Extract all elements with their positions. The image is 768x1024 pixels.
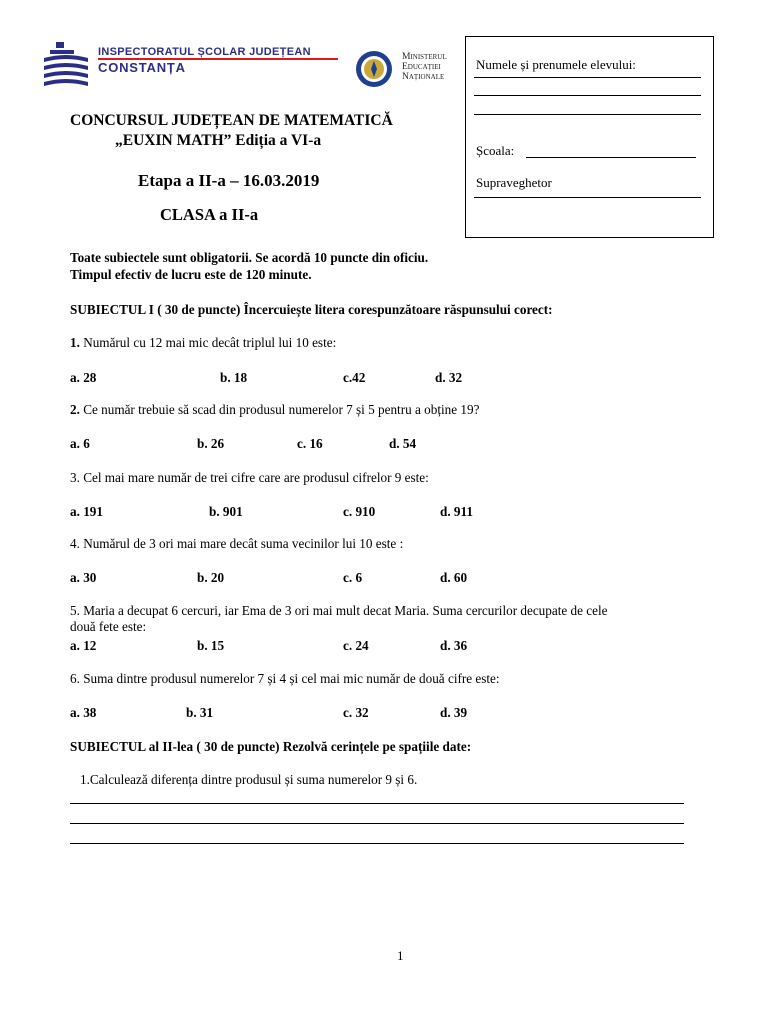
- q4-option-c[interactable]: c. 6: [343, 570, 363, 585]
- q5-option-a[interactable]: a. 12: [70, 638, 97, 653]
- question-5-continued: două fete este:: [70, 619, 147, 634]
- q4-option-a[interactable]: a. 30: [70, 570, 97, 585]
- q3-option-a[interactable]: a. 191: [70, 504, 103, 519]
- supervisor-line[interactable]: [474, 197, 701, 198]
- student-name-label: Numele și prenumele elevului:: [476, 57, 636, 72]
- question-3: 3. Cel mai mare număr de trei cifre care are produsul cifrelor 9 este:: [70, 470, 429, 485]
- question-2-text: Ce număr trebuie să scad din produsul numerelor 7 și 5 pentru a obține 19?: [79, 402, 480, 417]
- question-2: [70, 402, 479, 418]
- question-2-number: 2.: [70, 402, 80, 417]
- answer-line-1[interactable]: [70, 803, 684, 804]
- ministry-line2: Educației: [402, 62, 441, 72]
- subject2-question-1: 1.Calculează diferența dintre produsul și suma numerelor 9 și 6.: [80, 772, 418, 787]
- q3-option-c[interactable]: c. 910: [343, 504, 376, 519]
- q1-option-b[interactable]: b. 18: [220, 370, 248, 385]
- page-number: 1: [397, 948, 404, 963]
- q2-option-a[interactable]: a. 6: [70, 436, 90, 451]
- contest-title: CONCURSUL JUDEȚEAN DE MATEMATICĂ: [70, 112, 393, 129]
- isj-name-line1: INSPECTORATUL ȘCOLAR JUDEȚEAN: [98, 46, 311, 58]
- question-4: 4. Numărul de 3 ori mai mare decât suma vecinilor lui 10 este :: [70, 536, 404, 551]
- q4-option-b[interactable]: b. 20: [197, 570, 225, 585]
- q6-option-d[interactable]: d. 39: [440, 705, 468, 720]
- school-label: Școala:: [476, 143, 515, 158]
- answer-line-3[interactable]: [70, 843, 684, 844]
- q6-option-b[interactable]: b. 31: [186, 705, 214, 720]
- isj-logo: [42, 40, 352, 90]
- subject2-heading: SUBIECTUL al II-lea ( 30 de puncte) Rezolvă cerințele pe spațiile date:: [70, 739, 472, 754]
- student-name-line-1[interactable]: [474, 77, 701, 78]
- student-info-box: [465, 36, 714, 238]
- q2-option-c[interactable]: c. 16: [297, 436, 323, 451]
- ministry-line1: Ministerul: [402, 52, 447, 62]
- isj-emblem-icon: [42, 40, 90, 88]
- question-5: 5. Maria a decupat 6 cercuri, iar Ema de 3 ori mai mult decat Maria. Suma cercurilor decupate de cele: [70, 603, 608, 618]
- q2-option-b[interactable]: b. 26: [197, 436, 225, 451]
- q2-option-d[interactable]: d. 54: [389, 436, 417, 451]
- q1-option-c[interactable]: c.42: [343, 370, 366, 385]
- q5-option-d[interactable]: d. 36: [440, 638, 468, 653]
- school-line[interactable]: [526, 157, 696, 158]
- answer-line-2[interactable]: [70, 823, 684, 824]
- question-1-number: 1.: [70, 335, 80, 350]
- supervisor-label: Supraveghetor: [476, 175, 552, 190]
- ministry-seal-icon: [355, 50, 393, 88]
- subject1-heading: SUBIECTUL I ( 30 de puncte) Încercuiește litera corespunzătoare răspunsului corect:: [70, 302, 553, 317]
- q6-option-a[interactable]: a. 38: [70, 705, 97, 720]
- question-1-text: Numărul cu 12 mai mic decât triplul lui 10 este:: [79, 335, 337, 350]
- q1-option-d[interactable]: d. 32: [435, 370, 463, 385]
- q3-option-b[interactable]: b. 901: [209, 504, 243, 519]
- q4-option-d[interactable]: d. 60: [440, 570, 468, 585]
- student-name-line-3[interactable]: [474, 114, 701, 115]
- q5-option-c[interactable]: c. 24: [343, 638, 369, 653]
- q6-option-c[interactable]: c. 32: [343, 705, 369, 720]
- ministry-name: [402, 52, 447, 82]
- question-6: 6. Suma dintre produsul numerelor 7 și 4 și cel mai mic număr de două cifre este:: [70, 671, 500, 686]
- q5-option-b[interactable]: b. 15: [197, 638, 225, 653]
- grade-title: CLASA a II-a: [160, 205, 259, 224]
- q3-option-d[interactable]: d. 911: [440, 504, 473, 519]
- question-1: [70, 335, 336, 351]
- q1-option-a[interactable]: a. 28: [70, 370, 97, 385]
- stage-title: Etapa a II-a – 16.03.2019: [138, 171, 320, 190]
- isj-name-line2: CONSTANȚA: [98, 60, 186, 75]
- edition-title: „EUXIN MATH” Ediția a VI-a: [115, 132, 322, 149]
- instructions-line1: Toate subiectele sunt obligatorii. Se acordă 10 puncte din oficiu.: [70, 250, 429, 265]
- instructions-line2: Timpul efectiv de lucru este de 120 minute.: [70, 267, 312, 282]
- student-name-line-2[interactable]: [474, 95, 701, 96]
- ministry-line3: Naționale: [402, 72, 445, 82]
